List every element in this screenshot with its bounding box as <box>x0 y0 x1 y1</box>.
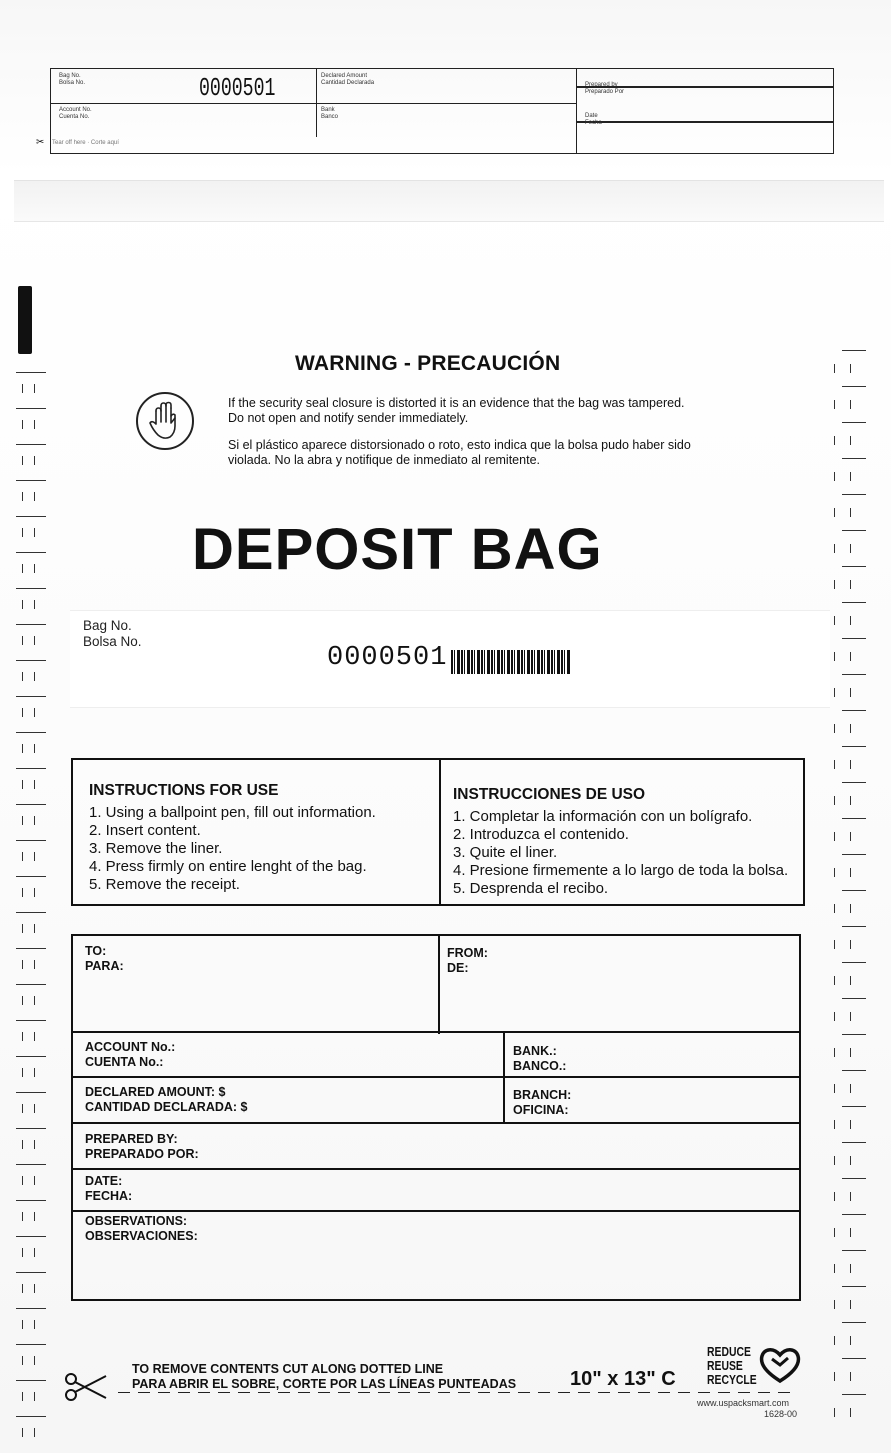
edge-tick <box>22 564 23 573</box>
instructions-es <box>453 786 805 930</box>
edge-tick <box>842 1106 866 1107</box>
edge-tick <box>850 508 851 517</box>
edge-tick <box>842 1250 866 1251</box>
edge-tick <box>842 1214 866 1215</box>
edge-tick <box>842 350 866 351</box>
edge-tick <box>834 832 835 841</box>
edge-tick <box>834 688 835 697</box>
edge-tick <box>834 976 835 985</box>
edge-tick <box>22 996 23 1005</box>
edge-tick <box>850 1012 851 1021</box>
edge-tick <box>834 1300 835 1309</box>
edge-tick <box>842 1286 866 1287</box>
edge-tick <box>22 744 23 753</box>
edge-tick <box>16 696 46 697</box>
edge-tick <box>850 904 851 913</box>
edge-tick <box>22 888 23 897</box>
edge-tick <box>842 710 866 711</box>
edge-tick <box>850 652 851 661</box>
edge-tick <box>16 408 46 409</box>
edge-tick <box>16 660 46 661</box>
edge-tick <box>850 1408 851 1417</box>
security-seal-closure[interactable] <box>14 180 884 222</box>
edge-tick <box>834 724 835 733</box>
receipt-declared-label: Declared Amount Cantidad Declarada <box>321 73 375 86</box>
edge-tick <box>834 760 835 769</box>
edge-tick <box>16 984 46 985</box>
warning-text-en: If the security seal closure is distorted it is an evidence that the bag was tampered. Do not open and notify sender immediately. <box>228 396 685 425</box>
edge-tick <box>22 1176 23 1185</box>
edge-tick <box>22 672 23 681</box>
edge-tick <box>850 436 851 445</box>
edge-tick <box>834 1120 835 1129</box>
edge-tick <box>16 480 46 481</box>
edge-tick <box>22 1284 23 1293</box>
edge-tick <box>16 912 46 913</box>
edge-tick <box>22 924 23 933</box>
heart-recycle-icon <box>758 1345 802 1390</box>
edge-tick <box>842 494 866 495</box>
instruction-es-item: 5. Desprenda el recibo. <box>453 880 609 897</box>
edge-tick <box>834 1372 835 1381</box>
edge-tick <box>850 1372 851 1381</box>
receipt-bag-number: 0000501 <box>199 73 276 103</box>
edge-tick <box>16 1056 46 1057</box>
edge-tick <box>22 528 23 537</box>
edge-tick <box>16 372 46 373</box>
edge-tick <box>850 724 851 733</box>
account-field[interactable]: ACCOUNT No.: CUENTA No.: <box>85 1040 176 1069</box>
bag-number-label-strip <box>70 610 830 708</box>
edge-tick <box>850 1084 851 1093</box>
edge-tick <box>850 796 851 805</box>
edge-tick <box>16 1416 46 1417</box>
product-code: 1628-00 <box>764 1409 798 1419</box>
receipt-date-label: Date Fecha <box>585 113 602 126</box>
edge-tick <box>34 420 35 429</box>
edge-tick <box>842 1322 866 1323</box>
edge-tick <box>16 1272 46 1273</box>
edge-tick <box>34 924 35 933</box>
edge-tick <box>842 1142 866 1143</box>
edge-tick <box>842 998 866 999</box>
cut-instructions: TO REMOVE CONTENTS CUT ALONG DOTTED LINE PARA ABRIR EL SOBRE, CORTE POR LAS LÍNEAS PUNTEADAS <box>132 1362 517 1391</box>
edge-tick <box>842 386 866 387</box>
edge-tick <box>16 804 46 805</box>
edge-tick <box>842 566 866 567</box>
edge-tick <box>850 1336 851 1345</box>
receipt-bank-label: Bank Banco <box>321 107 339 120</box>
edge-tick <box>842 1394 866 1395</box>
edge-tick <box>22 960 23 969</box>
edge-tick <box>16 1020 46 1021</box>
edge-tick <box>842 1178 866 1179</box>
edge-tick <box>22 492 23 501</box>
edge-tick <box>16 768 46 769</box>
scissors-icon <box>62 1370 108 1409</box>
edge-tick <box>834 508 835 517</box>
observations-field[interactable]: OBSERVATIONS: OBSERVACIONES: <box>85 1214 198 1243</box>
instruction-es-item: 4. Presione firmemente a lo largo de toda la bolsa. <box>453 862 789 879</box>
edge-tick <box>842 890 866 891</box>
edge-tick <box>842 458 866 459</box>
edge-tick <box>834 1192 835 1201</box>
edge-tick <box>850 544 851 553</box>
edge-tick <box>16 876 46 877</box>
instruction-es-item: 1. Completar la información con un bolígrafo. <box>453 808 753 825</box>
edge-tick <box>850 616 851 625</box>
edge-tick <box>16 840 46 841</box>
edge-tick <box>22 420 23 429</box>
edge-tick <box>834 940 835 949</box>
edge-tick <box>850 832 851 841</box>
edge-tick <box>850 1192 851 1201</box>
edge-tick <box>842 638 866 639</box>
edge-tick <box>834 436 835 445</box>
edge-tick <box>22 636 23 645</box>
edge-tick <box>850 1300 851 1309</box>
receipt-prepared-label: Prepared by Preparado Por <box>585 82 625 95</box>
from-field[interactable]: FROM: DE: <box>447 946 488 975</box>
edge-tick <box>16 1092 46 1093</box>
declared-amount-field[interactable]: DECLARED AMOUNT: $ CANTIDAD DECLARADA: $ <box>85 1085 248 1114</box>
edge-tick <box>16 1344 46 1345</box>
edge-tick <box>16 552 46 553</box>
edge-tick <box>34 816 35 825</box>
edge-tick <box>850 976 851 985</box>
website[interactable]: www.uspacksmart.com <box>697 1398 790 1408</box>
edge-tick <box>34 636 35 645</box>
edge-tick <box>834 1084 835 1093</box>
edge-tick <box>34 1140 35 1149</box>
edge-tick <box>850 1120 851 1129</box>
receipt-cut-text: Tear off here · Corte aquí <box>52 140 119 146</box>
edge-tick <box>834 1012 835 1021</box>
edge-tick <box>842 1070 866 1071</box>
edge-tick <box>16 1308 46 1309</box>
edge-tick <box>16 1128 46 1129</box>
edge-tick <box>834 868 835 877</box>
edge-tick <box>34 1320 35 1329</box>
edge-tick <box>842 1034 866 1035</box>
edge-tick <box>850 1156 851 1165</box>
instructions-box <box>71 758 805 906</box>
edge-tick <box>842 926 866 927</box>
instructions-en <box>89 782 429 926</box>
bag-number-label: Bag No. Bolsa No. <box>83 618 142 649</box>
edge-tick <box>34 384 35 393</box>
edge-tick <box>834 652 835 661</box>
bag-number: 0000501 <box>327 643 448 673</box>
edge-tick <box>850 580 851 589</box>
edge-tick <box>22 1320 23 1329</box>
edge-tick <box>850 1228 851 1237</box>
instructions-en-heading: INSTRUCTIONS FOR USE <box>89 782 279 799</box>
edge-tick <box>34 1428 35 1437</box>
bag-edge-marker <box>18 286 32 354</box>
edge-tick <box>850 760 851 769</box>
to-field[interactable]: TO: PARA: <box>85 944 124 973</box>
edge-tick <box>22 1104 23 1113</box>
edge-tick <box>34 1068 35 1077</box>
instruction-en-item: 5. Remove the receipt. <box>89 876 240 893</box>
edge-tick <box>22 1356 23 1365</box>
edge-tick <box>842 530 866 531</box>
page-title: DEPOSIT BAG <box>192 517 603 582</box>
edge-tick <box>22 456 23 465</box>
edge-tick <box>16 1236 46 1237</box>
receipt-scissors-icon: ✂ <box>36 137 45 148</box>
edge-tick <box>850 472 851 481</box>
edge-tick <box>34 1392 35 1401</box>
edge-tick <box>850 868 851 877</box>
edge-tick <box>34 492 35 501</box>
date-field[interactable]: DATE: FECHA: <box>85 1174 133 1203</box>
edge-tick <box>842 1358 866 1359</box>
receipt-strip <box>50 68 834 154</box>
bank-field[interactable]: BANK.: BANCO.: <box>513 1044 567 1073</box>
edge-tick <box>34 456 35 465</box>
edge-tick <box>842 854 866 855</box>
edge-tick <box>850 940 851 949</box>
edge-tick <box>34 1176 35 1185</box>
edge-tick <box>16 444 46 445</box>
prepared-by-field[interactable]: PREPARED BY: PREPARADO POR: <box>85 1132 199 1161</box>
edge-tick <box>16 588 46 589</box>
edge-tick <box>842 422 866 423</box>
instruction-es-item: 2. Introduzca el contenido. <box>453 826 629 843</box>
edge-tick <box>16 624 46 625</box>
edge-tick <box>34 708 35 717</box>
edge-tick <box>16 1380 46 1381</box>
edge-tick <box>16 948 46 949</box>
edge-tick <box>22 384 23 393</box>
recycle-text: REDUCE REUSE RECYCLE <box>707 1344 757 1387</box>
branch-field[interactable]: BRANCH: OFICINA: <box>513 1088 572 1117</box>
instruction-en-item: 4. Press firmly on entire lenght of the bag. <box>89 858 367 875</box>
edge-tick <box>834 1228 835 1237</box>
edge-tick <box>834 580 835 589</box>
edge-tick <box>34 1104 35 1113</box>
edge-tick <box>834 400 835 409</box>
edge-tick <box>834 1048 835 1057</box>
deposit-form <box>71 934 801 1301</box>
edge-tick <box>842 962 866 963</box>
edge-tick <box>842 746 866 747</box>
edge-tick <box>34 744 35 753</box>
edge-tick <box>834 1336 835 1345</box>
edge-tick <box>34 528 35 537</box>
edge-tick <box>34 564 35 573</box>
edge-tick <box>16 1200 46 1201</box>
edge-tick <box>22 780 23 789</box>
instructions-es-heading: INSTRUCCIONES DE USO <box>453 786 646 803</box>
edge-tick <box>22 1212 23 1221</box>
edge-tick <box>850 1048 851 1057</box>
edge-tick <box>16 1164 46 1165</box>
edge-tick <box>34 600 35 609</box>
edge-tick <box>22 1248 23 1257</box>
edge-tick <box>850 400 851 409</box>
edge-tick <box>22 1068 23 1077</box>
edge-tick <box>22 1032 23 1041</box>
edge-tick <box>34 1248 35 1257</box>
edge-tick <box>22 600 23 609</box>
edge-tick <box>34 1356 35 1365</box>
instruction-es-item: 3. Quite el liner. <box>453 844 558 861</box>
barcode <box>451 650 571 674</box>
edge-tick <box>34 1032 35 1041</box>
edge-tick <box>842 818 866 819</box>
edge-tick <box>34 960 35 969</box>
receipt-bag-no-label: Bag No. Bolsa No. <box>59 73 86 86</box>
edge-tick <box>34 852 35 861</box>
edge-tick <box>34 996 35 1005</box>
edge-tick <box>834 544 835 553</box>
edge-tick <box>34 1212 35 1221</box>
edge-tick <box>834 1264 835 1273</box>
edge-tick <box>22 1392 23 1401</box>
edge-tick <box>34 888 35 897</box>
edge-tick <box>34 672 35 681</box>
edge-tick <box>842 674 866 675</box>
edge-tick <box>16 732 46 733</box>
edge-tick <box>834 796 835 805</box>
edge-tick <box>850 1264 851 1273</box>
bag-size: 10" x 13" C <box>570 1368 676 1390</box>
receipt-account-label: Account No. Cuenta No. <box>59 107 92 120</box>
edge-tick <box>842 782 866 783</box>
dotted-cut-line[interactable] <box>118 1392 798 1393</box>
edge-tick <box>34 1284 35 1293</box>
instruction-en-item: 3. Remove the liner. <box>89 840 223 857</box>
edge-tick <box>22 852 23 861</box>
edge-tick <box>850 688 851 697</box>
edge-tick <box>22 1428 23 1437</box>
edge-tick <box>22 816 23 825</box>
edge-tick <box>834 364 835 373</box>
edge-tick <box>834 472 835 481</box>
edge-tick <box>834 616 835 625</box>
edge-tick <box>834 904 835 913</box>
edge-tick <box>834 1156 835 1165</box>
edge-tick <box>34 780 35 789</box>
edge-tick <box>834 1408 835 1417</box>
hand-stop-icon <box>136 392 194 450</box>
edge-tick <box>16 516 46 517</box>
edge-tick <box>842 602 866 603</box>
instruction-en-item: 2. Insert content. <box>89 822 201 839</box>
edge-tick <box>22 708 23 717</box>
warning-title: WARNING - PRECAUCIÓN <box>295 352 561 375</box>
warning-text-es: Si el plástico aparece distorsionado o roto, esto indica que la bolsa pudo haber sido violada. No la abra y notifique de inmediato al remitente. <box>228 438 691 467</box>
instruction-en-item: 1. Using a ballpoint pen, fill out information. <box>89 804 376 821</box>
edge-tick <box>22 1140 23 1149</box>
edge-tick <box>850 364 851 373</box>
